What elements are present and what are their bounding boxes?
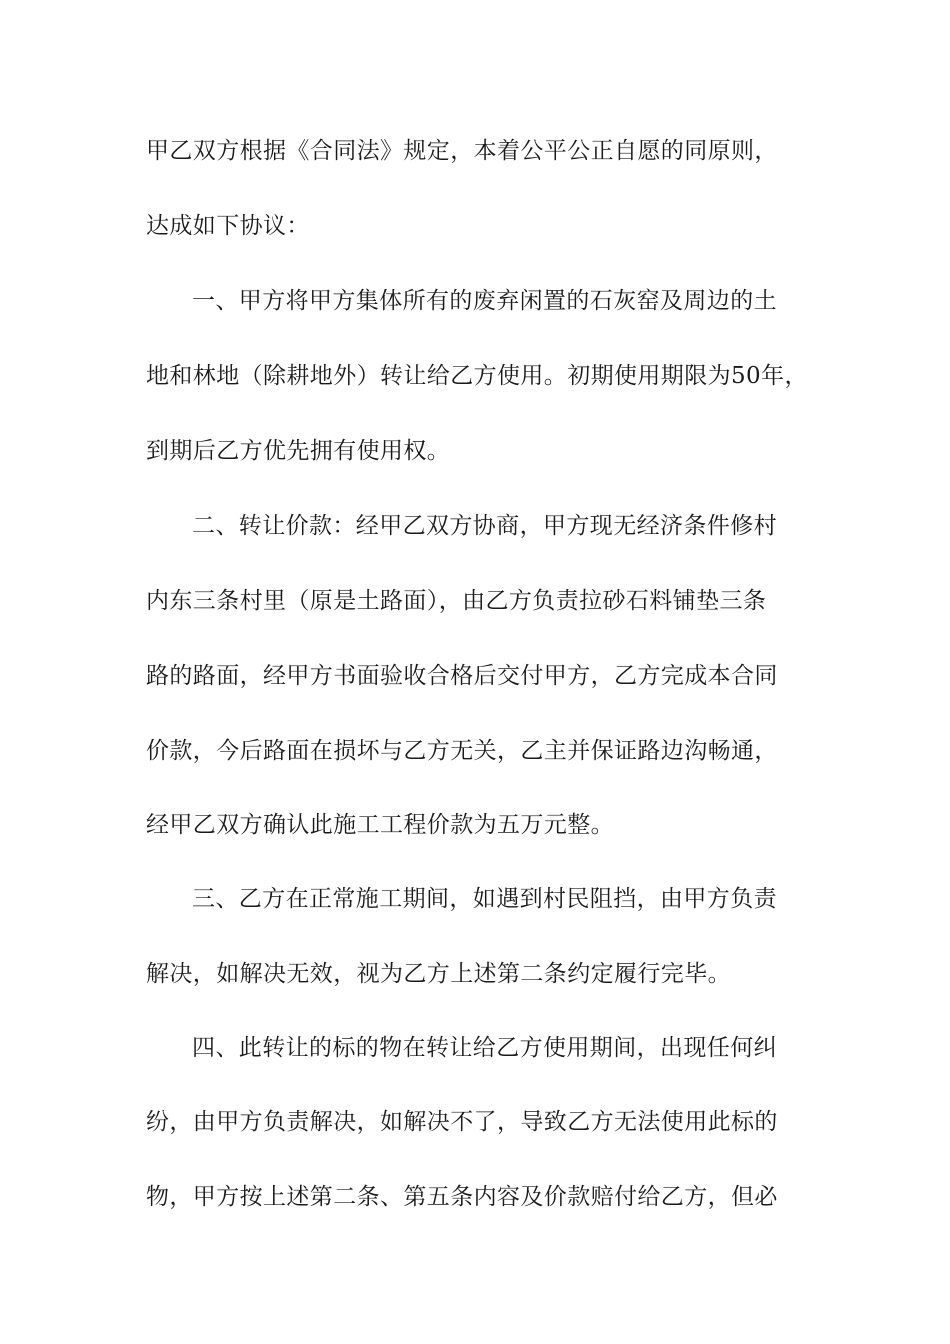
text-line: 三、乙方在正常施工期间，如遇到村民阻挡，由甲方负责: [192, 886, 777, 912]
text-line: 经甲乙双方确认此施工工程价款为五万元整。: [146, 812, 614, 838]
text-line: 纷，由甲方负责解决，如解决不了，导致乙方无法使用此标的: [146, 1109, 778, 1135]
text-line: 价款，今后路面在损坏与乙方无关，乙主并保证路边沟畅通，: [146, 738, 778, 764]
text-line: 解决，如解决无效，视为乙方上述第二条约定履行完毕。: [146, 961, 731, 987]
text-line: 到期后乙方优先拥有使用权。: [146, 438, 451, 464]
text-line: 一、甲方将甲方集体所有的废弃闲置的石灰窑及周边的土: [192, 288, 777, 314]
text-line: 甲乙双方根据《合同法》规定，本着公平公正自愿的同原则，: [146, 138, 778, 164]
text-line: 物，甲方按上述第二条、第五条内容及价款赔付给乙方，但必: [146, 1184, 778, 1210]
text-line: 路的路面，经甲方书面验收合格后交付甲方，乙方完成本合同: [146, 663, 778, 689]
text-line: 地和林地（除耕地外）转让给乙方使用。初期使用期限为50年，: [146, 363, 808, 389]
text-line: 四、此转让的标的物在转让给乙方使用期间，出现任何纠: [192, 1035, 777, 1061]
text-line: 内东三条村里（原是土路面），由乙方负责拉砂石料铺垫三条: [146, 588, 767, 614]
text-line: 达成如下协议：: [146, 213, 310, 239]
text-line: 二、转让价款：经甲乙双方协商，甲方现无经济条件修村: [192, 513, 777, 539]
